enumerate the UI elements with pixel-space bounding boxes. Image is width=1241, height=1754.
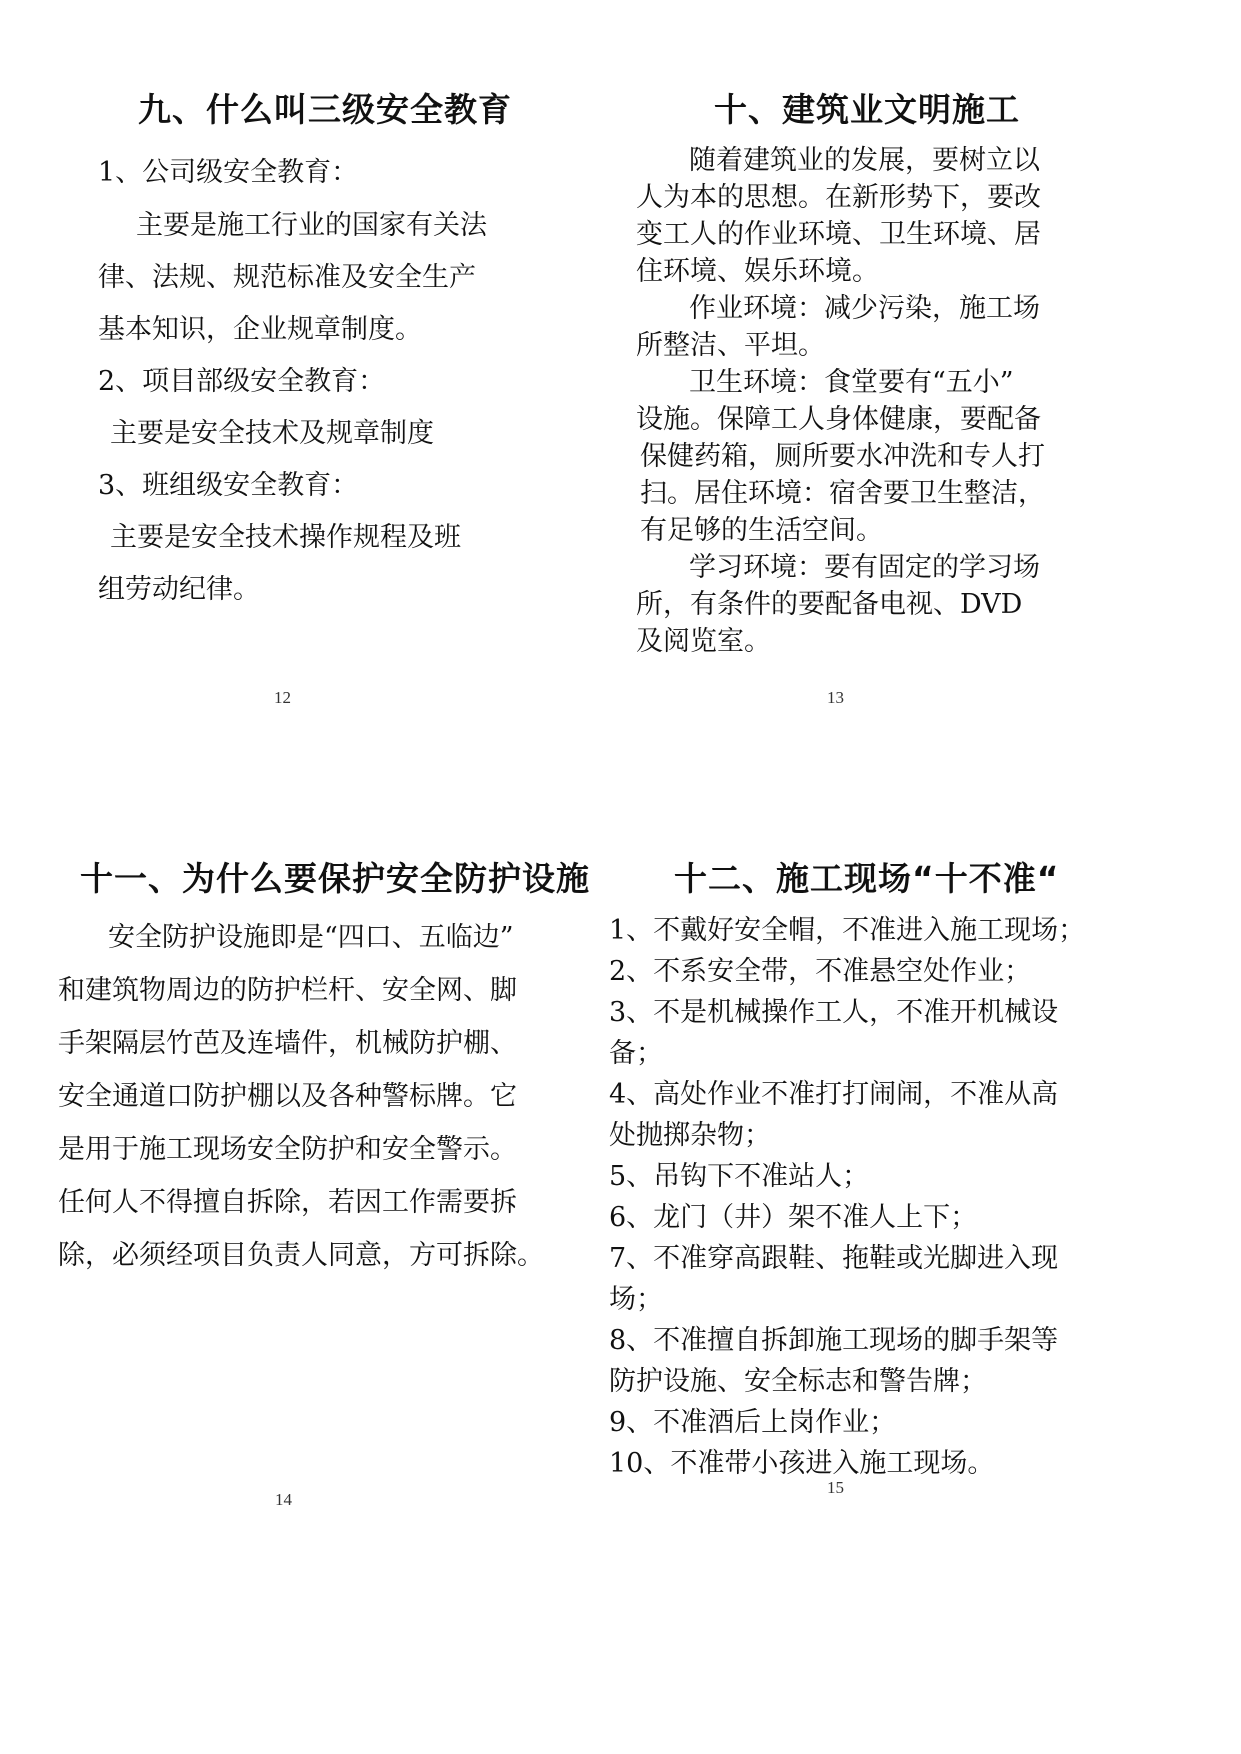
text-line: 设施。保障工人身体健康，要配备 xyxy=(636,404,1041,435)
text-line: 主要是安全技术操作规程及班 xyxy=(110,522,461,553)
section-title: 十、建筑业文明施工 xyxy=(714,90,1020,129)
section-title: 九、什么叫三级安全教育 xyxy=(138,90,512,129)
text-line: 备； xyxy=(609,1038,663,1069)
text-line: 安全通道口防护棚以及各种警标牌。它 xyxy=(58,1081,517,1112)
text-line: 2、项目部级安全教育： xyxy=(98,366,386,397)
text-line: 变工人的作业环境、卫生环境、居 xyxy=(636,219,1041,250)
text-line: 8、不准擅自拆卸施工现场的脚手架等 xyxy=(609,1325,1059,1356)
text-line: 处抛掷杂物； xyxy=(609,1120,771,1151)
text-line: 卫生环境：食堂要有“五小” xyxy=(689,367,1014,398)
text-line: 所整洁、平坦。 xyxy=(636,330,825,361)
text-line: 组劳动纪律。 xyxy=(98,574,260,605)
text-line: 10、不准带小孩进入施工现场。 xyxy=(609,1448,995,1479)
text-line: 2、不系安全带，不准悬空处作业； xyxy=(609,956,1032,987)
text-line: 1、公司级安全教育： xyxy=(98,157,359,188)
text-line: 住环境、娱乐环境。 xyxy=(636,256,879,287)
text-line: 人为本的思想。在新形势下，要改 xyxy=(636,182,1041,213)
text-line: 除，必须经项目负责人同意，方可拆除。 xyxy=(58,1240,544,1271)
text-line: 1、不戴好安全帽，不准进入施工现场； xyxy=(609,915,1086,946)
text-line: 7、不准穿高跟鞋、拖鞋或光脚进入现 xyxy=(609,1243,1059,1274)
text-line: 4、高处作业不准打打闹闹，不准从高 xyxy=(609,1079,1059,1110)
text-line: 主要是安全技术及规章制度 xyxy=(110,418,434,449)
text-line: 所，有条件的要配备电视、DVD xyxy=(636,589,1023,620)
text-line: 随着建筑业的发展，要树立以 xyxy=(689,145,1040,176)
text-line: 安全防护设施即是“四口、五临边” xyxy=(108,922,514,953)
text-line: 保健药箱，厕所要水冲洗和专人打 xyxy=(640,441,1045,472)
text-line: 基本知识，企业规章制度。 xyxy=(98,314,422,345)
text-line: 和建筑物周边的防护栏杆、安全网、脚 xyxy=(58,975,517,1006)
text-line: 及阅览室。 xyxy=(636,626,771,657)
page-number: 12 xyxy=(274,688,291,707)
page-number: 13 xyxy=(827,688,844,707)
text-line: 主要是施工行业的国家有关法 xyxy=(136,210,487,241)
section-title: 十二、施工现场“十不准“ xyxy=(674,859,1060,898)
text-line: 防护设施、安全标志和警告牌； xyxy=(609,1366,987,1397)
text-line: 律、法规、规范标准及安全生产 xyxy=(98,262,476,293)
text-line: 3、班组级安全教育： xyxy=(98,470,359,501)
text-line: 作业环境：减少污染，施工场 xyxy=(689,293,1040,324)
text-line: 扫。居住环境：宿舍要卫生整洁， xyxy=(640,478,1045,509)
text-line: 3、不是机械操作工人，不准开机械设 xyxy=(609,997,1059,1028)
text-line: 9、不准酒后上岗作业； xyxy=(609,1407,897,1438)
text-line: 是用于施工现场安全防护和安全警示。 xyxy=(58,1134,517,1165)
text-line: 任何人不得擅自拆除，若因工作需要拆 xyxy=(58,1187,517,1218)
text-line: 6、龙门（井）架不准人上下； xyxy=(609,1202,978,1233)
text-line: 场； xyxy=(609,1284,663,1315)
text-line: 5、吊钩下不准站人； xyxy=(609,1161,870,1192)
text-line: 学习环境：要有固定的学习场 xyxy=(689,552,1040,583)
page-number: 15 xyxy=(827,1478,844,1497)
text-line: 有足够的生活空间。 xyxy=(640,515,883,546)
text-line: 手架隔层竹芭及连墙件，机械防护棚、 xyxy=(58,1028,517,1059)
page-number: 14 xyxy=(275,1490,292,1509)
section-title: 十一、为什么要保护安全防护设施 xyxy=(80,859,590,898)
